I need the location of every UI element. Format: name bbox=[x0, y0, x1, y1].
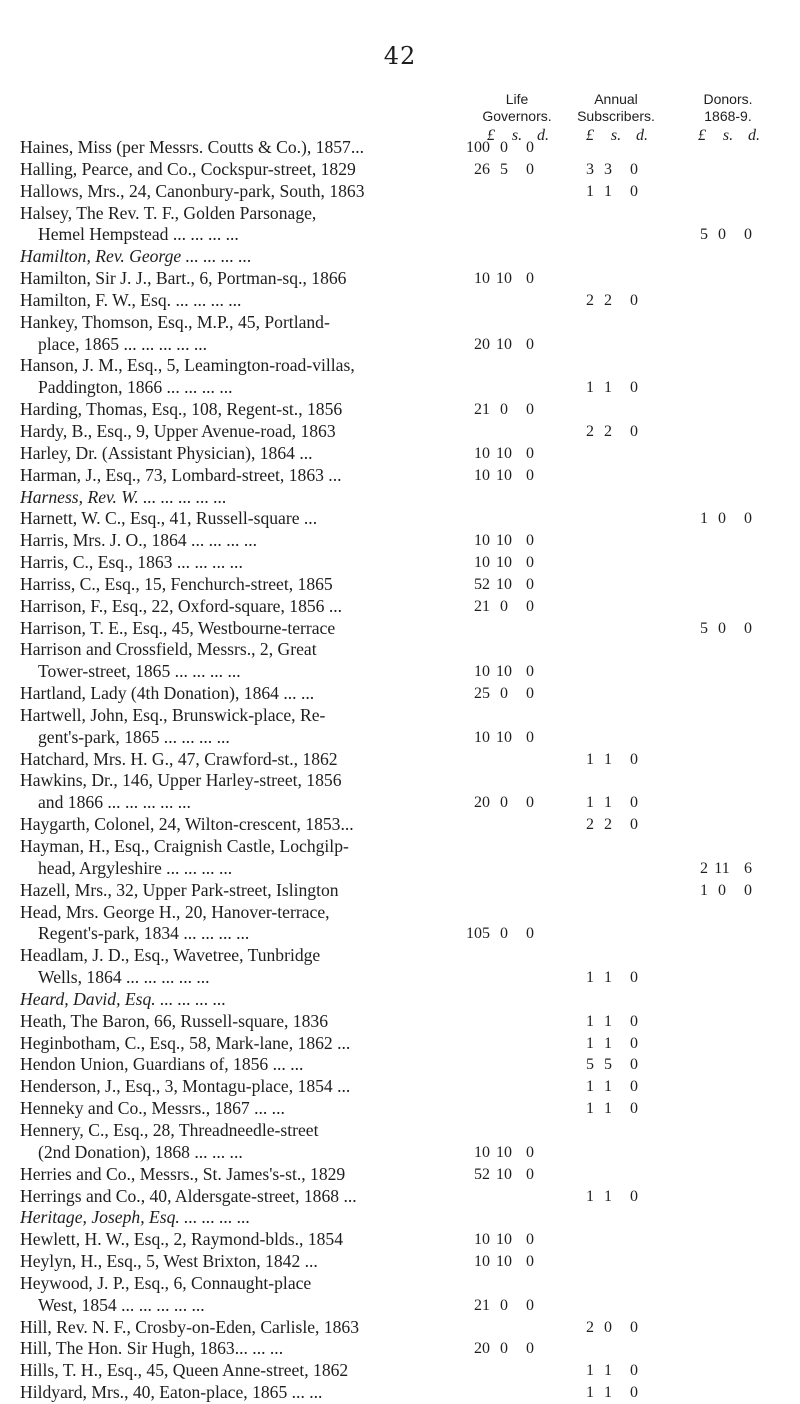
amount-life bbox=[460, 596, 542, 618]
amount-pounds: 1 bbox=[586, 1034, 594, 1052]
amount-pence: 0 bbox=[630, 1012, 638, 1030]
amount-pounds: 10 bbox=[474, 554, 490, 572]
amount-annual bbox=[564, 1033, 646, 1055]
amount-shillings: 10 bbox=[496, 466, 512, 484]
amount-shillings: 10 bbox=[496, 575, 512, 593]
amount-pence: 0 bbox=[630, 1318, 638, 1336]
amount-shillings: 2 bbox=[604, 816, 612, 834]
amount-shillings: 2 bbox=[604, 422, 612, 440]
amount-life bbox=[460, 334, 542, 356]
entry-name: Harley, Dr. (Assistant Physician), 1864 ... bbox=[20, 442, 313, 463]
amount-annual bbox=[564, 1186, 646, 1208]
list-item bbox=[20, 399, 800, 421]
amount-annual bbox=[564, 1011, 646, 1033]
entry-continuation: Hemel Hempstead ... ... ... ... bbox=[38, 224, 239, 245]
amount-pence: 0 bbox=[630, 291, 638, 309]
amount-pence: 0 bbox=[526, 444, 534, 462]
list-item bbox=[20, 268, 800, 290]
amount-shillings: 0 bbox=[500, 794, 508, 812]
amount-pounds: 1 bbox=[586, 750, 594, 768]
amount-shillings: 1 bbox=[604, 182, 612, 200]
amount-pence: 0 bbox=[630, 1187, 638, 1205]
entry-name: Harman, J., Esq., 73, Lombard-street, 1863 ... bbox=[20, 464, 342, 485]
list-item bbox=[20, 246, 800, 268]
amount-shillings: 10 bbox=[496, 1231, 512, 1249]
amount-pounds: 21 bbox=[474, 1296, 490, 1314]
entry-name: Harris, C., Esq., 1863 ... ... ... ... bbox=[20, 552, 243, 573]
list-item bbox=[20, 552, 800, 574]
currency-units: £ s. d. bbox=[487, 127, 549, 144]
entry-name: Henneky and Co., Messrs., 1867 ... ... bbox=[20, 1098, 285, 1119]
amount-annual bbox=[564, 159, 646, 181]
amount-pounds: 1 bbox=[700, 881, 708, 899]
entry-name: Harris, Mrs. J. O., 1864 ... ... ... ... bbox=[20, 530, 258, 551]
amount-life bbox=[460, 399, 542, 421]
amount-pounds: 25 bbox=[474, 685, 490, 703]
list-item bbox=[20, 814, 800, 836]
currency-units: £ s. d. bbox=[586, 127, 648, 144]
list-item bbox=[20, 1054, 800, 1076]
amount-pence: 0 bbox=[630, 160, 638, 178]
amount-shillings: 1 bbox=[604, 750, 612, 768]
amount-shillings: 0 bbox=[500, 925, 508, 943]
amount-life bbox=[460, 137, 542, 159]
amount-life bbox=[460, 1251, 542, 1273]
amount-shillings: 10 bbox=[496, 663, 512, 681]
amount-pence: 0 bbox=[744, 226, 752, 244]
entry-name: Hawkins, Dr., 146, Upper Harley-street, 1856 bbox=[20, 770, 342, 791]
entry-name: Harriss, C., Esq., 15, Fenchurch-street, 1865 bbox=[20, 573, 333, 594]
entry-name: Harrison and Crossfield, Messrs., 2, Great bbox=[20, 639, 317, 660]
amount-life bbox=[460, 268, 542, 290]
amount-shillings: 0 bbox=[500, 401, 508, 419]
amount-pounds: 1 bbox=[586, 969, 594, 987]
amount-life bbox=[460, 530, 542, 552]
entry-name: Harrison, T. E., Esq., 45, Westbourne-terrace bbox=[20, 617, 336, 638]
amount-shillings: 0 bbox=[500, 139, 508, 156]
amount-pence: 0 bbox=[744, 619, 752, 637]
column-title: Donors. bbox=[703, 91, 753, 107]
amount-pounds: 5 bbox=[586, 1056, 594, 1074]
entry-name: Hendon Union, Guardians of, 1856 ... ... bbox=[20, 1054, 304, 1075]
amount-donors bbox=[678, 618, 760, 640]
list-item bbox=[20, 530, 800, 552]
entry-continuation: (2nd Donation), 1868 ... ... ... bbox=[38, 1141, 243, 1162]
list-item bbox=[20, 443, 800, 465]
amount-shillings: 1 bbox=[604, 1012, 612, 1030]
list-item bbox=[20, 1229, 800, 1251]
amount-shillings: 1 bbox=[604, 1362, 612, 1380]
entry-name: Heritage, Joseph, Esq. ... ... ... ... bbox=[20, 1207, 251, 1228]
list-item bbox=[20, 1011, 800, 1033]
amount-shillings: 0 bbox=[500, 1296, 508, 1314]
amount-pounds: 1 bbox=[586, 1012, 594, 1030]
amount-life bbox=[460, 159, 542, 181]
amount-pounds: 10 bbox=[474, 1143, 490, 1161]
list-item bbox=[20, 639, 800, 683]
amount-annual bbox=[564, 377, 646, 399]
amount-pounds: 1 bbox=[700, 510, 708, 528]
entry-continuation: Regent's-park, 1834 ... ... ... ... bbox=[38, 923, 250, 944]
amount-pounds: 105 bbox=[466, 925, 490, 943]
amount-pence: 0 bbox=[630, 1362, 638, 1380]
amount-pounds: 52 bbox=[474, 1165, 490, 1183]
entry-name: Hanson, J. M., Esq., 5, Leamington-road-villas, bbox=[20, 355, 355, 376]
amount-pence: 0 bbox=[630, 1100, 638, 1118]
amount-annual bbox=[564, 749, 646, 771]
amount-pence: 0 bbox=[630, 794, 638, 812]
amount-annual bbox=[564, 1360, 646, 1382]
amount-life bbox=[460, 683, 542, 705]
amount-shillings: 1 bbox=[604, 1384, 612, 1402]
amount-pounds: 10 bbox=[474, 1231, 490, 1249]
entry-name: Hamilton, Rev. George ... ... ... ... bbox=[20, 246, 252, 267]
entry-name: Hamilton, F. W., Esq. ... ... ... ... bbox=[20, 289, 242, 310]
amount-pence: 0 bbox=[744, 510, 752, 528]
amount-shillings: 0 bbox=[604, 1318, 612, 1336]
list-item bbox=[20, 618, 800, 640]
entry-name: Heylyn, H., Esq., 5, West Brixton, 1842 ... bbox=[20, 1251, 318, 1272]
amount-pounds: 100 bbox=[466, 139, 490, 156]
list-item bbox=[20, 749, 800, 771]
amount-shillings: 1 bbox=[604, 969, 612, 987]
entry-name: Headlam, J. D., Esq., Wavetree, Tunbridge bbox=[20, 945, 321, 966]
list-item bbox=[20, 181, 800, 203]
list-item bbox=[20, 1382, 800, 1404]
entry-continuation: Tower-street, 1865 ... ... ... ... bbox=[38, 661, 241, 682]
entry-name: Hill, Rev. N. F., Crosby-on-Eden, Carlisle, 1863 bbox=[20, 1316, 360, 1337]
amount-pounds: 1 bbox=[586, 1100, 594, 1118]
amount-pounds: 20 bbox=[474, 1340, 490, 1358]
entry-continuation: Paddington, 1866 ... ... ... ... bbox=[38, 377, 233, 398]
entry-name: Hills, T. H., Esq., 45, Queen Anne-street, 1862 bbox=[20, 1360, 349, 1381]
amount-pence: 0 bbox=[630, 1384, 638, 1402]
list-item bbox=[20, 596, 800, 618]
entry-name: Hankey, Thomson, Esq., M.P., 45, Portland- bbox=[20, 311, 330, 332]
entry-name: Hewlett, H. W., Esq., 2, Raymond-blds., 1854 bbox=[20, 1229, 344, 1250]
entry-name: Harness, Rev. W. ... ... ... ... ... bbox=[20, 486, 227, 507]
amount-pounds: 1 bbox=[586, 794, 594, 812]
amount-life bbox=[460, 1229, 542, 1251]
entry-name: Hatchard, Mrs. H. G., 47, Crawford-st., 1862 bbox=[20, 748, 338, 769]
amount-pounds: 10 bbox=[474, 728, 490, 746]
amount-annual bbox=[564, 421, 646, 443]
amount-pounds: 3 bbox=[586, 160, 594, 178]
entry-name: Henderson, J., Esq., 3, Montagu-place, 1854 ... bbox=[20, 1076, 351, 1097]
entry-name: Hazell, Mrs., 32, Upper Park-street, Islington bbox=[20, 879, 339, 900]
column-title: Governors. bbox=[482, 108, 552, 124]
amount-pence: 0 bbox=[630, 182, 638, 200]
entry-name: Hildyard, Mrs., 40, Eaton-place, 1865 ... ... bbox=[20, 1382, 323, 1403]
amount-annual bbox=[564, 1098, 646, 1120]
amount-shillings: 10 bbox=[496, 1253, 512, 1271]
list-item bbox=[20, 989, 800, 1011]
amount-donors bbox=[678, 858, 760, 880]
amount-donors bbox=[678, 508, 760, 530]
amount-pounds: 10 bbox=[474, 444, 490, 462]
entry-continuation: Wells, 1864 ... ... ... ... ... bbox=[38, 967, 210, 988]
amount-pounds: 1 bbox=[586, 379, 594, 397]
entry-name: Heard, David, Esq. ... ... ... ... bbox=[20, 988, 227, 1009]
amount-shillings: 1 bbox=[604, 1100, 612, 1118]
amount-pounds: 10 bbox=[474, 270, 490, 288]
amount-life bbox=[460, 1295, 542, 1317]
amount-pence: 0 bbox=[526, 1231, 534, 1249]
subscriber-list bbox=[20, 137, 800, 1404]
list-item bbox=[20, 1186, 800, 1208]
amount-pounds: 5 bbox=[700, 226, 708, 244]
list-item bbox=[20, 1317, 800, 1339]
list-item bbox=[20, 137, 800, 159]
list-item bbox=[20, 203, 800, 247]
amount-pence: 0 bbox=[526, 575, 534, 593]
amount-shillings: 5 bbox=[604, 1056, 612, 1074]
entry-name: Hartwell, John, Esq., Brunswick-place, Re- bbox=[20, 704, 326, 725]
amount-shillings: 5 bbox=[500, 160, 508, 178]
amount-pounds: 2 bbox=[586, 291, 594, 309]
amount-shillings: 10 bbox=[496, 728, 512, 746]
amount-pounds: 1 bbox=[586, 1362, 594, 1380]
amount-annual bbox=[564, 290, 646, 312]
amount-life bbox=[460, 552, 542, 574]
amount-shillings: 1 bbox=[604, 1034, 612, 1052]
list-item bbox=[20, 508, 800, 530]
amount-pence: 6 bbox=[744, 859, 752, 877]
amount-shillings: 0 bbox=[500, 1340, 508, 1358]
amount-annual bbox=[564, 1076, 646, 1098]
entry-name: Heath, The Baron, 66, Russell-square, 1836 bbox=[20, 1010, 328, 1031]
entry-name: Haygarth, Colonel, 24, Wilton-crescent, 1853... bbox=[20, 814, 354, 835]
list-item bbox=[20, 465, 800, 487]
list-item bbox=[20, 312, 800, 356]
entry-name: Herries and Co., Messrs., St. James's-st., 1829 bbox=[20, 1163, 346, 1184]
entry-name: Harding, Thomas, Esq., 108, Regent-st., 1856 bbox=[20, 399, 343, 420]
amount-pence: 0 bbox=[630, 816, 638, 834]
amount-life bbox=[460, 923, 542, 945]
list-item bbox=[20, 683, 800, 705]
amount-pounds: 26 bbox=[474, 160, 490, 178]
amount-pounds: 2 bbox=[586, 816, 594, 834]
amount-shillings: 10 bbox=[496, 554, 512, 572]
amount-annual bbox=[564, 967, 646, 989]
entry-name: Halsey, The Rev. T. F., Golden Parsonage, bbox=[20, 202, 317, 223]
amount-life bbox=[460, 1142, 542, 1164]
entry-continuation: place, 1865 ... ... ... ... ... bbox=[38, 333, 208, 354]
amount-pence: 0 bbox=[526, 1296, 534, 1314]
amount-annual bbox=[564, 1382, 646, 1404]
amount-pence: 0 bbox=[526, 466, 534, 484]
list-item bbox=[20, 945, 800, 989]
amount-life bbox=[460, 443, 542, 465]
amount-life bbox=[460, 727, 542, 749]
list-item bbox=[20, 1164, 800, 1186]
entry-name: Herrings and Co., 40, Aldersgate-street, 1868 ... bbox=[20, 1185, 357, 1206]
amount-pence: 0 bbox=[526, 728, 534, 746]
amount-pence: 0 bbox=[526, 925, 534, 943]
amount-pence: 0 bbox=[630, 1034, 638, 1052]
amount-pounds: 21 bbox=[474, 401, 490, 419]
amount-pence: 0 bbox=[526, 401, 534, 419]
entry-name: Heywood, J. P., Esq., 6, Connaught-place bbox=[20, 1272, 312, 1293]
amount-pounds: 10 bbox=[474, 466, 490, 484]
entry-name: Hartland, Lady (4th Donation), 1864 ... ... bbox=[20, 683, 315, 704]
amount-shillings: 1 bbox=[604, 1078, 612, 1096]
amount-shillings: 10 bbox=[496, 1165, 512, 1183]
amount-annual bbox=[564, 814, 646, 836]
entry-name: Head, Mrs. George H., 20, Hanover-terrace, bbox=[20, 901, 330, 922]
amount-pence: 0 bbox=[526, 160, 534, 178]
amount-shillings: 10 bbox=[496, 270, 512, 288]
amount-shillings: 1 bbox=[604, 794, 612, 812]
amount-shillings: 10 bbox=[496, 335, 512, 353]
amount-shillings: 3 bbox=[604, 160, 612, 178]
amount-pounds: 10 bbox=[474, 532, 490, 550]
amount-pence: 0 bbox=[630, 1078, 638, 1096]
amount-shillings: 10 bbox=[496, 444, 512, 462]
amount-pence: 0 bbox=[630, 379, 638, 397]
amount-pounds: 2 bbox=[586, 1318, 594, 1336]
amount-pounds: 1 bbox=[586, 182, 594, 200]
list-item bbox=[20, 159, 800, 181]
list-item bbox=[20, 1273, 800, 1317]
amount-pounds: 20 bbox=[474, 335, 490, 353]
entry-name: Hallows, Mrs., 24, Canonbury-park, South, 1863 bbox=[20, 180, 365, 201]
list-item bbox=[20, 836, 800, 880]
amount-pence: 0 bbox=[526, 597, 534, 615]
entry-name: Hennery, C., Esq., 28, Threadneedle-street bbox=[20, 1119, 319, 1140]
entry-name: Harnett, W. C., Esq., 41, Russell-square ... bbox=[20, 508, 318, 529]
list-item bbox=[20, 880, 800, 902]
entry-name: Hayman, H., Esq., Craignish Castle, Lochgilp- bbox=[20, 836, 349, 856]
amount-life bbox=[460, 1338, 542, 1360]
amount-pence: 0 bbox=[526, 685, 534, 703]
amount-donors bbox=[678, 224, 760, 246]
entry-name: Halling, Pearce, and Co., Cockspur-street, 1829 bbox=[20, 158, 356, 179]
amount-pounds: 1 bbox=[586, 1078, 594, 1096]
list-item bbox=[20, 487, 800, 509]
list-item bbox=[20, 770, 800, 814]
list-item bbox=[20, 902, 800, 946]
amount-shillings: 0 bbox=[500, 685, 508, 703]
amount-life bbox=[460, 1164, 542, 1186]
list-item bbox=[20, 290, 800, 312]
amount-pence: 0 bbox=[744, 881, 752, 899]
column-title: 1868-9. bbox=[704, 108, 752, 124]
amount-pence: 0 bbox=[526, 1165, 534, 1183]
entry-name: Heginbotham, C., Esq., 58, Mark-lane, 1862 ... bbox=[20, 1032, 351, 1053]
column-title: Subscribers. bbox=[577, 108, 655, 124]
entry-continuation: and 1866 ... ... ... ... ... bbox=[38, 792, 191, 813]
list-item bbox=[20, 1251, 800, 1273]
amount-shillings: 0 bbox=[718, 226, 726, 244]
amount-pence: 0 bbox=[526, 532, 534, 550]
amount-pence: 0 bbox=[630, 422, 638, 440]
entry-continuation: gent's-park, 1865 ... ... ... ... bbox=[38, 726, 230, 747]
amount-pounds: 5 bbox=[700, 619, 708, 637]
amount-pence: 0 bbox=[526, 663, 534, 681]
amount-shillings: 1 bbox=[604, 1187, 612, 1205]
amount-pence: 0 bbox=[630, 969, 638, 987]
amount-pence: 0 bbox=[526, 139, 534, 156]
currency-units: £ s. d. bbox=[698, 127, 760, 144]
amount-shillings: 2 bbox=[604, 291, 612, 309]
amount-pounds: 2 bbox=[700, 859, 708, 877]
amount-shillings: 11 bbox=[714, 859, 730, 877]
entry-name: Hill, The Hon. Sir Hugh, 1863... ... ... bbox=[20, 1338, 284, 1359]
list-item bbox=[20, 1098, 800, 1120]
amount-pence: 0 bbox=[526, 335, 534, 353]
amount-pounds: 20 bbox=[474, 794, 490, 812]
amount-shillings: 0 bbox=[500, 597, 508, 615]
amount-pence: 0 bbox=[630, 1056, 638, 1074]
page-number: 42 bbox=[383, 42, 417, 70]
list-item bbox=[20, 421, 800, 443]
list-item bbox=[20, 1120, 800, 1164]
amount-annual bbox=[564, 792, 646, 814]
entry-continuation: West, 1854 ... ... ... ... ... bbox=[38, 1294, 205, 1315]
amount-pence: 0 bbox=[526, 1253, 534, 1271]
amount-shillings: 0 bbox=[718, 881, 726, 899]
amount-life bbox=[460, 465, 542, 487]
amount-annual bbox=[564, 1054, 646, 1076]
amount-annual bbox=[564, 181, 646, 203]
entry-name: Haines, Miss (per Messrs. Coutts & Co.), 1857... bbox=[20, 137, 365, 157]
amount-pounds: 10 bbox=[474, 663, 490, 681]
amount-shillings: 1 bbox=[604, 379, 612, 397]
list-item bbox=[20, 1076, 800, 1098]
amount-shillings: 0 bbox=[718, 510, 726, 528]
list-item bbox=[20, 1360, 800, 1382]
amount-life bbox=[460, 661, 542, 683]
amount-shillings: 10 bbox=[496, 1143, 512, 1161]
list-item bbox=[20, 705, 800, 749]
amount-pence: 0 bbox=[526, 554, 534, 572]
amount-pence: 0 bbox=[526, 1143, 534, 1161]
amount-pence: 0 bbox=[526, 1340, 534, 1358]
amount-pounds: 10 bbox=[474, 1253, 490, 1271]
list-item bbox=[20, 1207, 800, 1229]
entry-name: Hardy, B., Esq., 9, Upper Avenue-road, 1863 bbox=[20, 420, 336, 441]
amount-pence: 0 bbox=[526, 794, 534, 812]
entry-name: Hamilton, Sir J. J., Bart., 6, Portman-sq., 1866 bbox=[20, 268, 347, 289]
amount-life bbox=[460, 574, 542, 596]
amount-shillings: 10 bbox=[496, 532, 512, 550]
column-title: Life bbox=[505, 91, 529, 107]
column-title: Annual bbox=[594, 91, 638, 107]
list-item bbox=[20, 1033, 800, 1055]
amount-pence: 0 bbox=[526, 270, 534, 288]
amount-pounds: 2 bbox=[586, 422, 594, 440]
amount-shillings: 0 bbox=[718, 619, 726, 637]
entry-name: Harrison, F., Esq., 22, Oxford-square, 1856 ... bbox=[20, 595, 343, 616]
amount-life bbox=[460, 792, 542, 814]
list-item bbox=[20, 1338, 800, 1360]
amount-pounds: 1 bbox=[586, 1187, 594, 1205]
amount-pence: 0 bbox=[630, 750, 638, 768]
entry-continuation: head, Argyleshire ... ... ... ... bbox=[38, 857, 233, 878]
list-item bbox=[20, 574, 800, 596]
list-item bbox=[20, 355, 800, 399]
amount-pounds: 21 bbox=[474, 597, 490, 615]
amount-donors bbox=[678, 880, 760, 902]
amount-annual bbox=[564, 1317, 646, 1339]
amount-pounds: 1 bbox=[586, 1384, 594, 1402]
amount-pounds: 52 bbox=[474, 575, 490, 593]
